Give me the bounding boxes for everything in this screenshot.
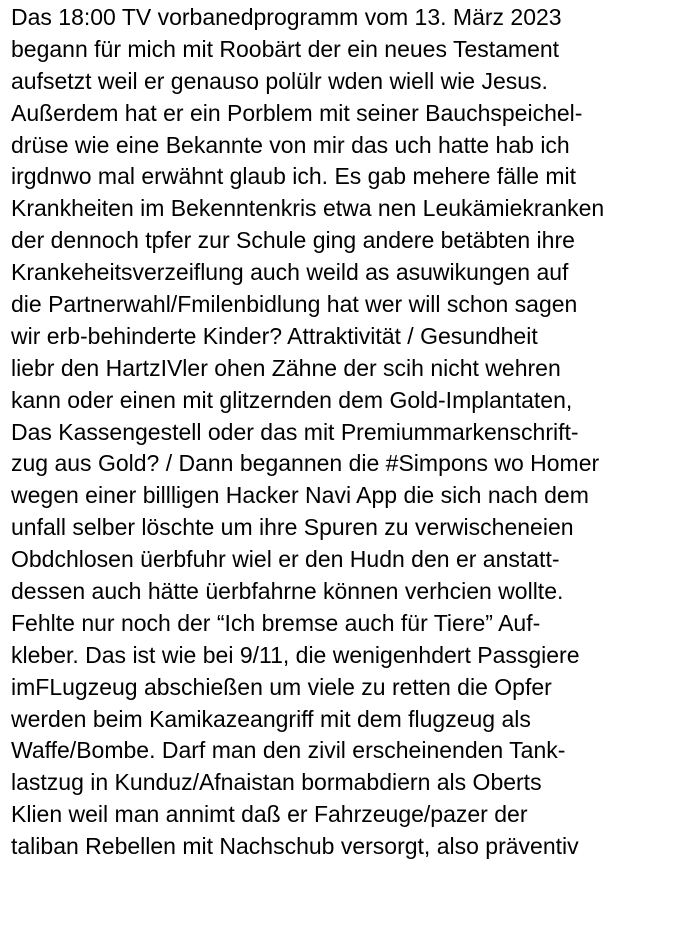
text-line: Obdchlosen üerbfuhr wiel er den Hudn den er anstatt- <box>11 546 560 573</box>
text-line: dessen auch hätte üerbfahrne können verhcien wollte. <box>11 578 564 605</box>
text-line: kann oder einen mit glitzernden dem Gold-Implantaten, <box>11 386 573 413</box>
text-line: Das 18:00 TV vorbanedprogramm vom 13. März 2023 <box>11 4 562 30</box>
text-line: wir erb-behinderte Kinder? Attraktivität / Gesundheit <box>11 322 538 349</box>
text-line: Klien weil man annimt daß er Fahrzeuge/pazer der <box>11 801 528 828</box>
text-line: kleber. Das ist wie bei 9/11, die wenigenhdert Passgiere <box>11 641 580 668</box>
text-line: Das Kassengestell oder das mit Premiummarkenschrift- <box>11 418 579 445</box>
text-line: Außerdem hat er ein Porblem mit seiner Bauchspeichel- <box>11 99 583 126</box>
text-line: der dennoch tpfer zur Schule ging andere betäbten ihre <box>11 227 575 254</box>
text-line: Krankeheitsverzeiflung auch weild as asuwikungen auf <box>11 259 569 286</box>
text-line: drüse wie eine Bekannte von mir das uch hatte hab ich <box>11 131 570 158</box>
text-line: irgdnwo mal erwähnt glaub ich. Es gab mehere fälle mit <box>11 163 577 190</box>
text-line: begann für mich mit Roobärt der ein neues Testament <box>11 35 560 62</box>
text-line: aufsetzt weil er genauso polülr wden wiell wie Jesus. <box>11 67 548 94</box>
text-line: imFLugzeug abschießen um viele zu retten die Opfer <box>11 673 552 700</box>
text-line: die Partnerwahl/Fmilenbidlung hat wer will schon sagen <box>11 291 578 318</box>
text-line: taliban Rebellen mit Nachschub versorgt, also präventiv <box>11 833 579 860</box>
document-body-text <box>11 2 681 863</box>
text-line: liebr den HartzIVler ohen Zähne der scih nicht wehren <box>11 354 561 381</box>
text-line: zug aus Gold? / Dann begannen die #Simpons wo Homer <box>11 450 600 477</box>
text-line: Waffe/Bombe. Darf man den zivil erscheinenden Tank- <box>11 737 566 764</box>
text-line: unfall selber löschte um ihre Spuren zu verwischeneien <box>11 514 574 541</box>
text-line: Fehlte nur noch der “Ich bremse auch für Tiere” Auf- <box>11 609 541 636</box>
text-line: wegen einer billligen Hacker Navi App die sich nach dem <box>11 482 589 509</box>
text-line: lastzug in Kunduz/Afnaistan bormabdiern als Oberts <box>11 769 542 796</box>
text-line: Krankheiten im Bekenntenkris etwa nen Leukämiekranken <box>11 195 605 222</box>
text-line: werden beim Kamikazeangriff mit dem flugzeug als <box>11 705 531 732</box>
